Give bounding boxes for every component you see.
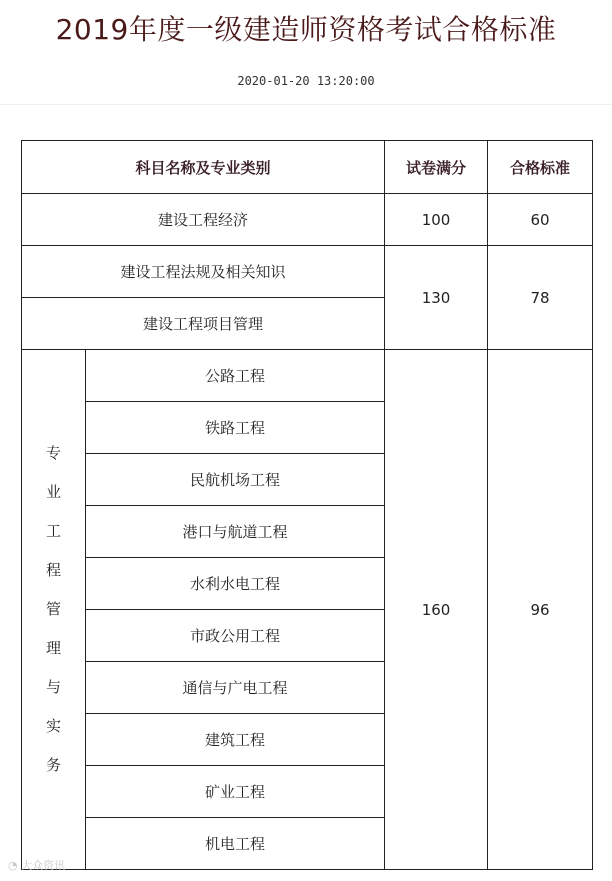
watermark-logo: [8, 857, 65, 873]
subject-cell: 建设工程项目管理: [22, 298, 385, 350]
major-cell: 建筑工程: [86, 714, 385, 766]
header-subject: 科目名称及专业类别: [22, 141, 385, 194]
header-pass-score: 合格标准: [488, 141, 593, 194]
full-score-cell: 160: [385, 350, 488, 870]
pass-score-cell: 78: [488, 246, 593, 350]
practice-category-label: [22, 350, 86, 870]
major-cell: 公路工程: [86, 350, 385, 402]
major-cell: 港口与航道工程: [86, 506, 385, 558]
pass-score-cell: 96: [488, 350, 593, 870]
category-char: 工: [45, 522, 61, 540]
header-divider: [0, 104, 612, 105]
passing-standards-table: [21, 140, 593, 870]
major-cell: 矿业工程: [86, 766, 385, 818]
category-char: 理: [45, 639, 61, 657]
category-char: 业: [45, 483, 61, 501]
category-char: 与: [45, 678, 61, 696]
table-header-row: [22, 141, 593, 194]
full-score-cell: 130: [385, 246, 488, 350]
full-score-cell: 100: [385, 194, 488, 246]
table-row: [22, 350, 593, 402]
watermark-icon: ◔: [8, 859, 18, 872]
category-char: 实: [45, 717, 61, 735]
category-char: 务: [45, 756, 61, 774]
page-title: 2019年度一级建造师资格考试合格标准: [55, 13, 557, 46]
major-cell: 水利水电工程: [86, 558, 385, 610]
watermark-text: 大众资讯: [21, 859, 66, 872]
pass-score-cell: 60: [488, 194, 593, 246]
major-cell: 通信与广电工程: [86, 662, 385, 714]
publish-timestamp: 2020-01-20 13:20:00: [237, 74, 375, 88]
major-cell: 市政公用工程: [86, 610, 385, 662]
table-row: [22, 246, 593, 298]
category-char: 管: [45, 600, 61, 618]
category-char: 专: [45, 444, 61, 462]
header-full-score: 试卷满分: [385, 141, 488, 194]
major-cell: 机电工程: [86, 818, 385, 870]
subject-cell: 建设工程经济: [22, 194, 385, 246]
table-row: [22, 194, 593, 246]
major-cell: 民航机场工程: [86, 454, 385, 506]
category-char: 程: [45, 561, 61, 579]
major-cell: 铁路工程: [86, 402, 385, 454]
subject-cell: 建设工程法规及相关知识: [22, 246, 385, 298]
